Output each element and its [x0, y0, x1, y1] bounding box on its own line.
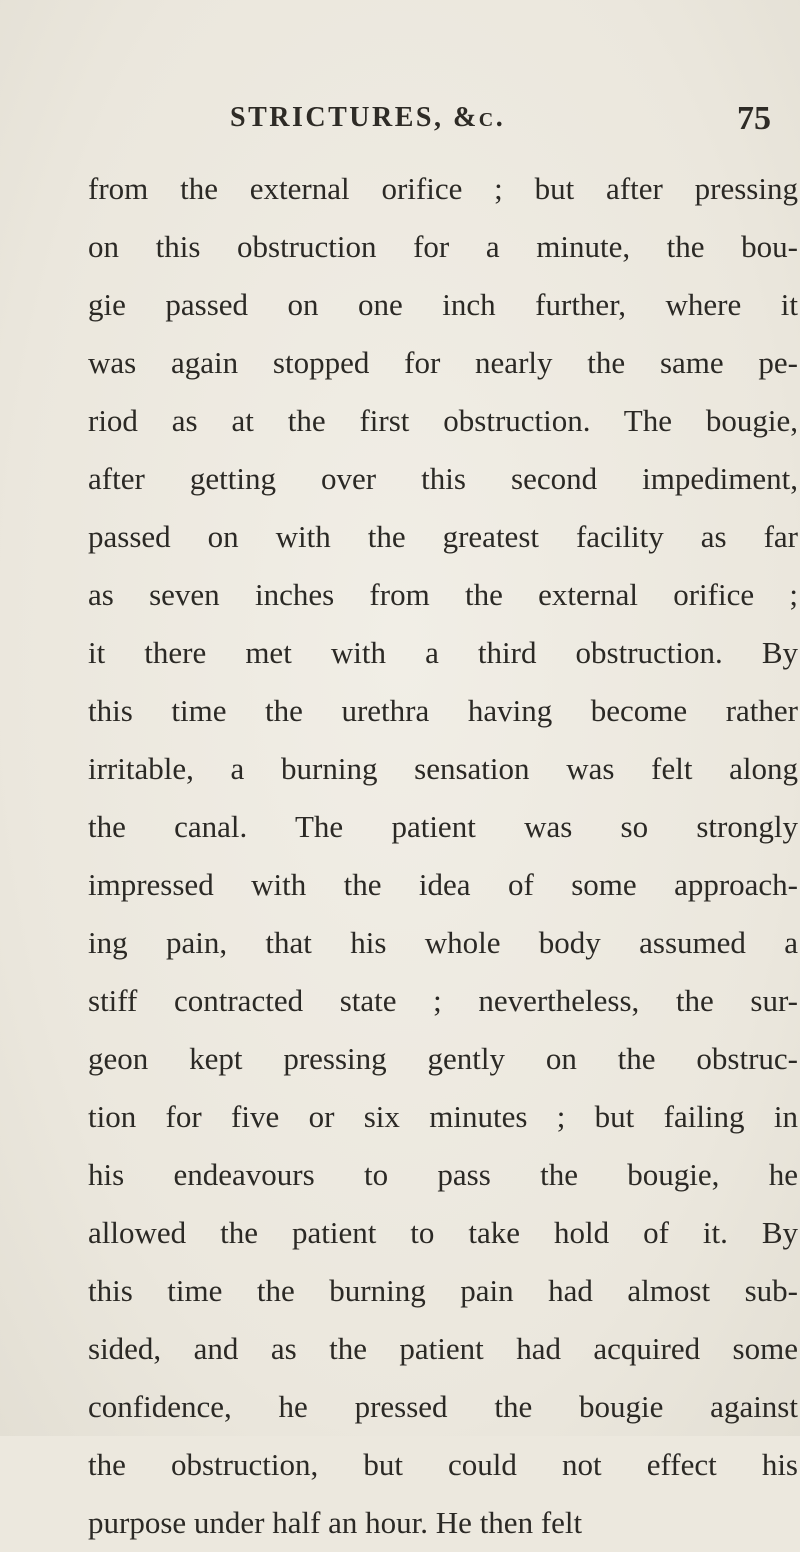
text-line: confidence, he pressed the bougie against	[88, 1389, 798, 1424]
text-line: this time the urethra having become rather	[88, 693, 798, 728]
text-line: the obstruction, but could not effect his	[88, 1447, 798, 1482]
body-text	[88, 160, 798, 1552]
text-line: his endeavours to pass the bougie, he	[88, 1157, 798, 1192]
text-line: it there met with a third obstruction. By	[88, 635, 798, 670]
text-line: geon kept pressing gently on the obstruc-	[88, 1041, 798, 1076]
text-line: as seven inches from the external orifice ;	[88, 577, 798, 612]
text-line: the canal. The patient was so strongly	[88, 809, 798, 844]
text-line: impressed with the idea of some approach-	[88, 867, 798, 902]
text-line: on this obstruction for a minute, the bou-	[88, 229, 798, 264]
text-line: gie passed on one inch further, where it	[88, 287, 798, 322]
text-line: riod as at the first obstruction. The bougie,	[88, 403, 798, 438]
running-head	[0, 100, 800, 140]
text-line: stiff contracted state ; nevertheless, the sur-	[88, 983, 798, 1018]
text-line: from the external orifice ; but after pressing	[88, 171, 798, 206]
text-line: this time the burning pain had almost sub-	[88, 1273, 798, 1308]
text-line: after getting over this second impediment,	[88, 461, 798, 496]
page-number: 75	[737, 100, 771, 137]
text-line: was again stopped for nearly the same pe-	[88, 345, 798, 380]
text-line: passed on with the greatest facility as far	[88, 519, 798, 554]
text-line: tion for five or six minutes ; but failing in	[88, 1099, 798, 1134]
running-head-title: STRICTURES, &c.	[230, 102, 506, 133]
text-line: irritable, a burning sensation was felt along	[88, 751, 798, 786]
text-line: purpose under half an hour. He then felt	[88, 1505, 583, 1540]
text-line: allowed the patient to take hold of it. By	[88, 1215, 798, 1250]
text-line: ing pain, that his whole body assumed a	[88, 925, 798, 960]
text-line: sided, and as the patient had acquired some	[88, 1331, 798, 1366]
